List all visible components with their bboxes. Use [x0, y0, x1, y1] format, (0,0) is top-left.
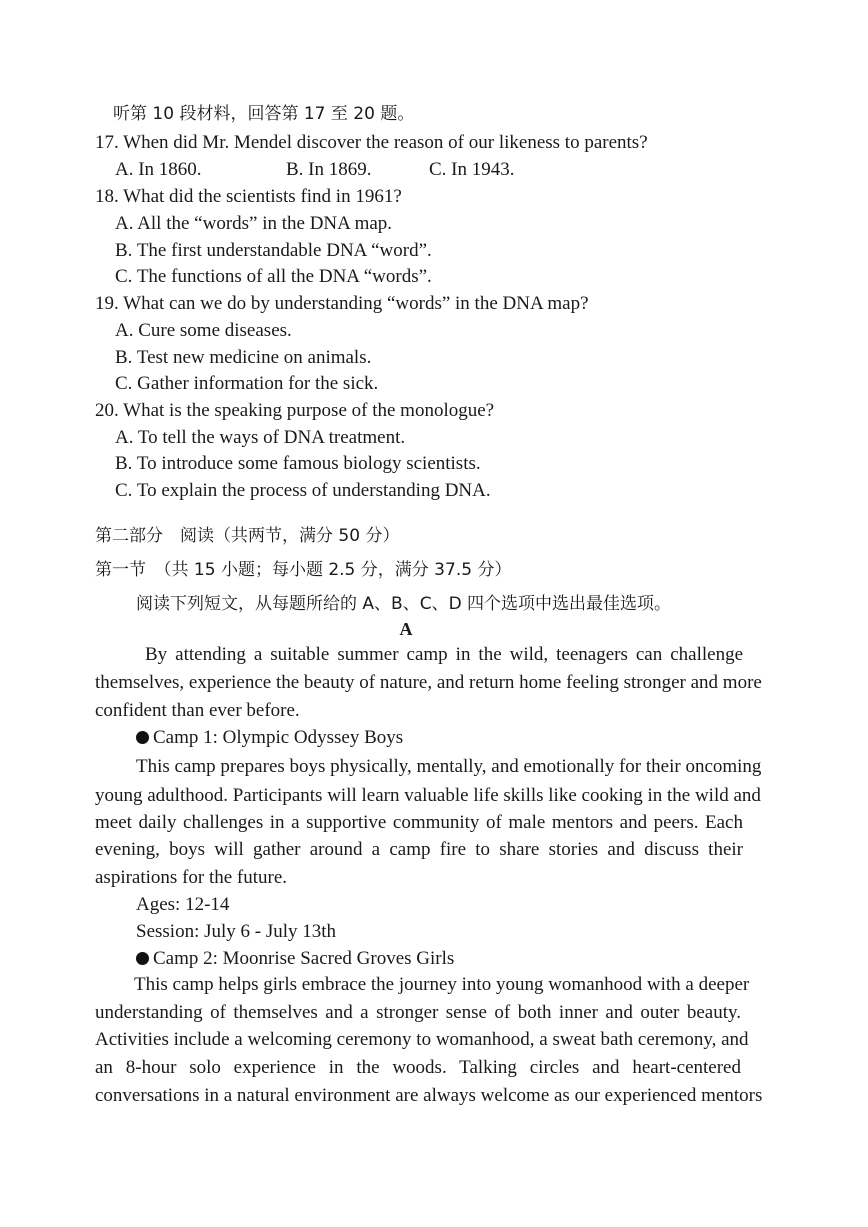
question-20-stem: 20. What is the speaking purpose of the monologue?: [95, 400, 495, 421]
camp2-title: Camp 2: Moonrise Sacred Groves Girls: [153, 948, 455, 969]
passage-label: A: [399, 619, 413, 639]
question-20-option-b: B. To introduce some famous biology scientists.: [115, 453, 481, 474]
question-19-option-b: B. Test new medicine on animals.: [115, 347, 372, 368]
camp1-ages: Ages: 12-14: [136, 894, 230, 915]
question-20-option-c: C. To explain the process of understanding DNA.: [115, 480, 491, 501]
camp2-heading: [136, 947, 454, 971]
camp2-line-5: conversations in a natural environment are always welcome as our experienced mentors: [95, 1085, 763, 1106]
camp2-line-3: Activities include a welcoming ceremony to womanhood, a sweat bath ceremony, and: [95, 1029, 749, 1050]
reading-section-title: 第一节 （共 15 小题；每小题 2.5 分，满分 37.5 分）: [95, 560, 512, 580]
question-19-option-c: C. Gather information for the sick.: [115, 373, 379, 394]
question-17-stem: 17. When did Mr. Mendel discover the reason of our likeness to parents?: [95, 132, 648, 153]
bullet-icon: [136, 952, 149, 965]
camp2-line-2: understanding of themselves and a stronger sense of both inner and outer beauty.: [95, 1002, 741, 1023]
camp1-heading: [136, 726, 403, 750]
question-17-option-c: C. In 1943.: [429, 159, 515, 180]
camp2-line-1: This camp helps girls embrace the journey into young womanhood with a deeper: [134, 974, 750, 995]
listening-instruction: 听第 10 段材料，回答第 17 至 20 题。: [113, 104, 415, 124]
camp1-title: Camp 1: Olympic Odyssey Boys: [153, 727, 404, 748]
question-18-stem: 18. What did the scientists find in 1961?: [95, 186, 402, 207]
question-17-option-b: B. In 1869.: [286, 159, 372, 180]
bullet-icon: [136, 731, 149, 744]
question-19-stem: 19. What can we do by understanding “words” in the DNA map?: [95, 293, 589, 314]
intro-line-1: By attending a suitable summer camp in the wild, teenagers can challenge: [145, 644, 743, 665]
question-20-option-a: A. To tell the ways of DNA treatment.: [115, 427, 406, 448]
camp2-line-4: an 8-hour solo experience in the woods. Talking circles and heart-centered: [95, 1057, 741, 1078]
camp1-line-1: This camp prepares boys physically, mentally, and emotionally for their oncoming: [136, 756, 762, 777]
camp1-line-3: meet daily challenges in a supportive community of male mentors and peers. Each: [95, 812, 743, 833]
reading-instruction: 阅读下列短文，从每题所给的 A、B、C、D 四个选项中选出最佳选项。: [136, 594, 672, 614]
intro-line-3: confident than ever before.: [95, 700, 300, 721]
question-18-option-c: C. The functions of all the DNA “words”.: [115, 266, 432, 287]
question-17-option-a: A. In 1860.: [115, 159, 202, 180]
question-18-option-a: A. All the “words” in the DNA map.: [115, 213, 393, 234]
intro-line-2: themselves, experience the beauty of nature, and return home feeling stronger and more: [95, 672, 762, 693]
question-19-option-a: A. Cure some diseases.: [115, 320, 292, 341]
camp1-session: Session: July 6 - July 13th: [136, 921, 337, 942]
reading-part-title: 第二部分 阅读（共两节，满分 50 分）: [95, 526, 400, 546]
camp1-line-4: evening, boys will gather around a camp fire to share stories and discuss their: [95, 839, 743, 860]
camp1-line-2: young adulthood. Participants will learn valuable life skills like cooking in the wild and: [95, 785, 761, 806]
camp1-line-5: aspirations for the future.: [95, 867, 288, 888]
question-18-option-b: B. The first understandable DNA “word”.: [115, 240, 432, 261]
